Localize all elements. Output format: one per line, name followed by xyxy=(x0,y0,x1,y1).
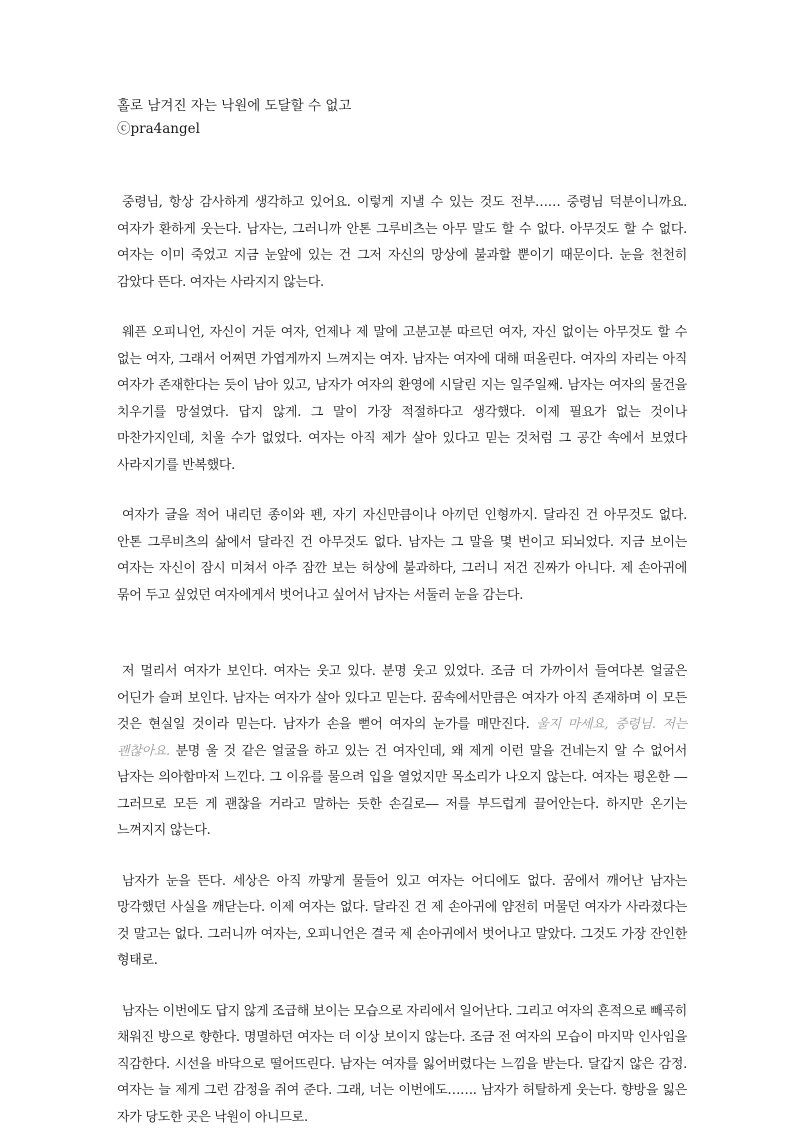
copyright-notice: ⓒpra4angel xyxy=(117,121,200,137)
paragraph-1: 중령님, 항상 감사하게 생각하고 있어요. 이렇게 지낼 수 있는 것도 전부…… 중령님 덕분이니까요. 여자가 환하게 웃는다. 남자는, 그러니까 안톤 그루비츠는 아무 말도 할 수 없다. 아무것도 할 수 없다. 여자는 이미 죽었고 지금 눈앞에 있는 건 그저 자신의 망상에 불과할 뿐이기 때문이다. 눈을 천천히 감았다 뜬다. 여자는 사라지지 않는다. xyxy=(117,195,687,290)
paragraph-4 xyxy=(117,659,687,845)
paragraph-5: 남자가 눈을 뜬다. 세상은 아직 까맣게 물들어 있고 여자는 어디에도 없다. 꿈에서 깨어난 남자는 망각했던 사실을 깨닫는다. 이제 여자는 없다. 달라진 건 제 손아귀에 얌전히 머물던 여자가 사라졌다는 것 말고는 없다. 그러니까 여자는, 오피니언은 결국 제 손아귀에서 벗어나고 말았다. 그것도 가장 잔인한 형태로. xyxy=(117,873,687,968)
document-page xyxy=(117,96,687,1131)
whispered-dialogue: 울지 마세요, 중령님. 저는 괜찮아요. xyxy=(117,717,687,759)
paragraph-4-text-after: 분명 울 것 같은 얼굴을 하고 있는 건 여자인데, 왜 제게 이런 말을 건네는지 알 수 없어서 남자는 의아함마저 느낀다. 그 이유를 물으려 입을 열었지만 목소리가 나오지 않는다. 여자는 평온한 ―그러므로 모든 게 괜찮을 거라고 말하는 듯한 손길로― 저를 부드럽게 끌어안는다. 하지만 온기는 느껴지지 않는다. xyxy=(117,743,687,838)
paragraph-6: 남자는 이번에도 답지 않게 조급해 보이는 모습으로 자리에서 일어난다. 그리고 여자의 흔적으로 빼곡히 채워진 방으로 향한다. 명멸하던 여자는 더 이상 보이지 않는다. 조금 전 여자의 모습이 마지막 인사임을 직감한다. 시선을 바닥으로 떨어뜨린다. 남자는 여자를 잃어버렸다는 느낌을 받는다. 달갑지 않은 감정. 여자는 늘 제게 그런 감정을 쥐여 준다. 그래, 너는 이번에도……. 남자가 허탈하게 웃는다. 향방을 잃은 자가 당도한 곳은 낙원이 아니므로. xyxy=(117,1003,687,1125)
document-title: 홀로 남겨진 자는 낙원에 도달할 수 없고 xyxy=(117,98,352,114)
paragraph-3: 여자가 글을 적어 내리던 종이와 펜, 자기 자신만큼이나 아끼던 인형까지. 달라진 건 아무것도 없다. 안톤 그루비츠의 삶에서 달라진 건 아무것도 없다. 남자는 그 말을 몇 번이고 되뇌었다. 지금 보이는 여자는 자신이 잠시 미쳐서 아주 잠깐 보는 허상에 불과하다, 그러니 저건 진짜가 아니다. 제 손아귀에 묶어 두고 싶었던 여자에게서 벗어나고 싶어서 남자는 서둘러 눈을 감는다. xyxy=(117,508,687,603)
paragraph-4-text-before: 저 멀리서 여자가 보인다. 여자는 웃고 있다. 분명 웃고 있었다. 조금 더 가까이서 들여다본 얼굴은 어딘가 슬퍼 보인다. 남자는 여자가 살아 있다고 믿는다. 꿈속에서만큼은 여자가 아직 존재하며 이 모든 것은 현실일 것이라 믿는다. 남자가 손을 뻗어 여자의 눈가를 매만진다. xyxy=(117,664,687,732)
paragraph-2: 웨픈 오피니언, 자신이 거둔 여자, 언제나 제 말에 고분고분 따르던 여자, 자신 없이는 아무것도 할 수 없는 여자, 그래서 어쩌면 가엽게까지 느껴지는 여자. 남자는 여자에 대해 떠올린다. 여자의 자리는 아직 여자가 존재한다는 듯이 남아 있고, 남자가 여자의 환영에 시달린 지는 일주일째. 남자는 여자의 물건을 치우기를 망설였다. 답지 않게. 그 말이 가장 적절하다고 생각했다. 이제 필요가 없는 것이나 마찬가지인데, 치울 수가 없었다. 여자는 아직 제가 살아 있다고 믿는 것처럼 그 공간 속에서 보였다 사라지기를 반복했다. xyxy=(117,325,687,473)
